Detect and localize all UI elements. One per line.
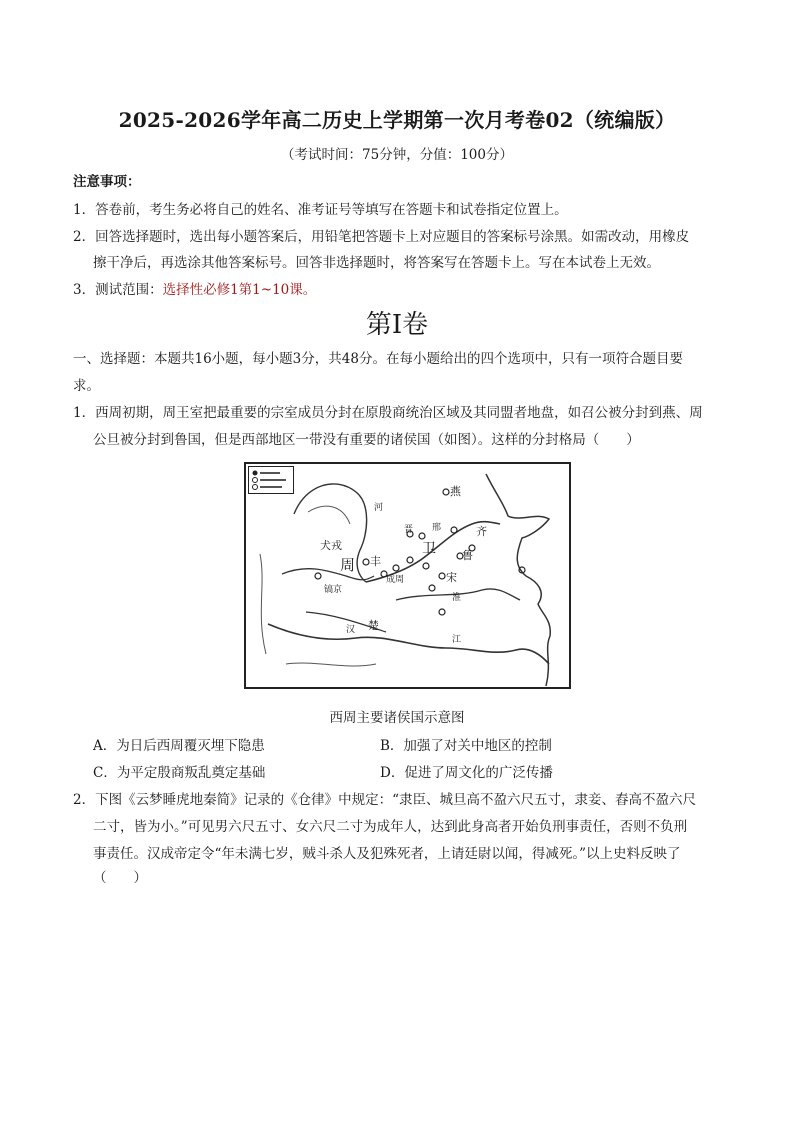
map-label-gaojing: 镐京 [324, 585, 343, 595]
section-1-instructions-cont: 求。 [73, 378, 100, 394]
western-zhou-map [244, 462, 571, 689]
notice-item-3-label: 3．测试范围： [73, 282, 163, 298]
map-label-song: 宋 [446, 571, 457, 584]
map-label-chu: 楚 [368, 619, 379, 632]
q1-option-d[interactable]: D．促进了周文化的广泛传播 [380, 765, 553, 781]
map-label-feng: 丰 [370, 555, 381, 568]
question-2-stem-line-2: 二寸，皆为小。”可见男六尺五寸、女六尺二寸为成年人，达到此身高者开始负刑事责任，否则不负刑 [93, 819, 688, 835]
notice-heading: 注意事项： [73, 174, 141, 190]
test-scope: 选择性必修1第1~10课。 [162, 282, 317, 298]
q1-option-a[interactable]: A．为日后西周覆灭埋下隐患 [93, 738, 265, 754]
map-label-xing: 邢 [432, 523, 442, 533]
legend-symbols [249, 467, 293, 493]
question-2-stem-line-1: 2．下图《云梦睡虎地秦简》记录的《仓律》中规定：“隶臣、城旦高不盈六尺五寸，隶妾、舂高不盈六尺 [73, 792, 696, 808]
section-1-instructions: 一、选择题：本题共16小题，每小题3分，共48分。在每小题给出的四个选项中，只有一项符合题目要 [73, 351, 683, 367]
map-label-qi: 齐 [476, 525, 487, 538]
exam-title: 2025-2026学年高二历史上学期第一次月考卷02（统编版） [118, 108, 676, 132]
map-label-chengzhou: 成周 [386, 575, 405, 585]
map-drawing [246, 464, 569, 687]
exam-subtitle: （考试时间：75分钟，分值：100分） [281, 147, 513, 163]
q1-option-b[interactable]: B．加强了对关中地区的控制 [380, 738, 552, 754]
map-label-quanrong: 犬戎 [320, 539, 342, 552]
map-label-yan: 燕 [450, 485, 461, 498]
map-legend [248, 466, 294, 494]
notice-item-2-line-1: 2．回答选择题时，选出每小题答案后，用铅笔把答题卡上对应题目的答案标号涂黑。如需改动，用橡皮 [73, 229, 690, 245]
map-label-lu: 鲁 [462, 549, 473, 562]
map-label-river-he: 河 [374, 503, 384, 513]
q1-option-c[interactable]: C．为平定殷商叛乱奠定基础 [93, 765, 266, 781]
map-label-jin: 晋 [404, 525, 414, 535]
map-label-zhou: 周 [340, 556, 356, 574]
map-caption: 西周主要诸侯国示意图 [329, 710, 465, 726]
map-label-wei: 卫 [422, 541, 436, 557]
notice-item-1: 1．答卷前，考生务必将自己的姓名、准考证号等填写在答题卡和试卷指定位置上。 [73, 202, 568, 218]
question-1-stem-line-1: 1．西周初期，周王室把最重要的宗室成员分封在原殷商统治区域及其同盟者地盘，如召公被分封到燕、周 [73, 405, 703, 421]
question-1-stem-line-2: 公旦被分封到鲁国，但是西部地区一带没有重要的诸侯国（如图）。这样的分封格局（ ） [93, 432, 640, 448]
question-2-stem-line-3: 事责任。汉成帝定令“年未满七岁，贼斗杀人及犯殊死者，上请廷尉以闻，得减死。”以上史料反映了 [93, 846, 681, 862]
map-label-river-han: 汉 [346, 625, 356, 635]
map-label-river-jiang: 江 [452, 635, 462, 645]
notice-item-3 [73, 278, 316, 298]
volume-title: 第Ⅰ卷 [365, 310, 429, 340]
question-2-answer-blank: （ ） [93, 870, 147, 886]
notice-item-2-line-2: 擦干净后，再选涂其他答案标号。回答非选择题时，将答案写在答题卡上。写在本试卷上无效。 [93, 255, 660, 271]
map-label-river-huai: 淮 [452, 593, 462, 603]
